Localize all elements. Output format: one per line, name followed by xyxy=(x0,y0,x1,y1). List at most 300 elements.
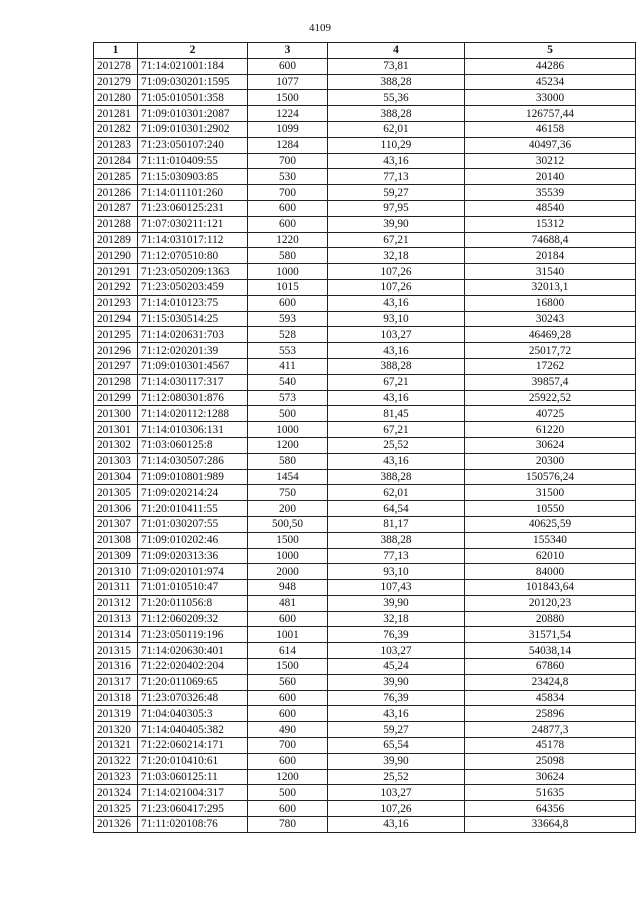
area-cell: 560 xyxy=(248,674,328,690)
table-row xyxy=(94,264,636,280)
row-id-cell: 201324 xyxy=(94,785,138,801)
table-row xyxy=(94,311,636,327)
value-cell: 40625,59 xyxy=(465,516,636,532)
row-id-cell: 201298 xyxy=(94,374,138,390)
cadastral-number-cell: 71:22:060214:171 xyxy=(138,738,248,754)
value-cell: 155340 xyxy=(465,532,636,548)
cadastral-number-cell: 71:23:050203:459 xyxy=(138,279,248,295)
area-cell: 600 xyxy=(248,706,328,722)
row-id-cell: 201290 xyxy=(94,248,138,264)
area-cell: 1077 xyxy=(248,74,328,90)
value-cell: 45234 xyxy=(465,74,636,90)
row-id-cell: 201315 xyxy=(94,643,138,659)
rate-cell: 43,16 xyxy=(328,817,465,833)
row-id-cell: 201288 xyxy=(94,216,138,232)
value-cell: 67860 xyxy=(465,659,636,675)
table-row xyxy=(94,390,636,406)
area-cell: 1224 xyxy=(248,106,328,122)
value-cell: 20184 xyxy=(465,248,636,264)
value-cell: 20880 xyxy=(465,611,636,627)
area-cell: 500 xyxy=(248,785,328,801)
row-id-cell: 201326 xyxy=(94,817,138,833)
area-cell: 600 xyxy=(248,753,328,769)
row-id-cell: 201317 xyxy=(94,674,138,690)
rate-cell: 81,17 xyxy=(328,516,465,532)
value-cell: 15312 xyxy=(465,216,636,232)
area-cell: 540 xyxy=(248,374,328,390)
table-row xyxy=(94,327,636,343)
cadastral-number-cell: 71:01:010510:47 xyxy=(138,580,248,596)
value-cell: 126757,44 xyxy=(465,106,636,122)
value-cell: 25896 xyxy=(465,706,636,722)
value-cell: 45834 xyxy=(465,690,636,706)
cadastral-number-cell: 71:14:020631:703 xyxy=(138,327,248,343)
rate-cell: 67,21 xyxy=(328,232,465,248)
rate-cell: 25,52 xyxy=(328,769,465,785)
rate-cell: 103,27 xyxy=(328,327,465,343)
rate-cell: 39,90 xyxy=(328,753,465,769)
row-id-cell: 201303 xyxy=(94,453,138,469)
value-cell: 40497,36 xyxy=(465,137,636,153)
row-id-cell: 201312 xyxy=(94,595,138,611)
table-row xyxy=(94,358,636,374)
rate-cell: 77,13 xyxy=(328,548,465,564)
cadastral-number-cell: 71:09:010301:4567 xyxy=(138,358,248,374)
cadastral-number-cell: 71:22:020402:204 xyxy=(138,659,248,675)
row-id-cell: 201282 xyxy=(94,121,138,137)
rate-cell: 388,28 xyxy=(328,106,465,122)
area-cell: 500,50 xyxy=(248,516,328,532)
value-cell: 48540 xyxy=(465,200,636,216)
rate-cell: 64,54 xyxy=(328,501,465,517)
area-cell: 1000 xyxy=(248,548,328,564)
column-header-5: 5 xyxy=(465,43,636,59)
area-cell: 1015 xyxy=(248,279,328,295)
value-cell: 44286 xyxy=(465,58,636,74)
column-header-4: 4 xyxy=(328,43,465,59)
area-cell: 1500 xyxy=(248,659,328,675)
table-row xyxy=(94,548,636,564)
cadastral-number-cell: 71:23:050119:196 xyxy=(138,627,248,643)
value-cell: 30243 xyxy=(465,311,636,327)
area-cell: 490 xyxy=(248,722,328,738)
area-cell: 600 xyxy=(248,801,328,817)
rate-cell: 77,13 xyxy=(328,169,465,185)
value-cell: 20120,23 xyxy=(465,595,636,611)
area-cell: 593 xyxy=(248,311,328,327)
rate-cell: 43,16 xyxy=(328,295,465,311)
cadastral-number-cell: 71:14:031017:112 xyxy=(138,232,248,248)
area-cell: 580 xyxy=(248,453,328,469)
value-cell: 40725 xyxy=(465,406,636,422)
table-row xyxy=(94,643,636,659)
value-cell: 10550 xyxy=(465,501,636,517)
area-cell: 600 xyxy=(248,58,328,74)
rate-cell: 55,36 xyxy=(328,90,465,106)
table-row xyxy=(94,706,636,722)
table-row xyxy=(94,564,636,580)
rate-cell: 76,39 xyxy=(328,690,465,706)
cadastral-number-cell: 71:23:060417:295 xyxy=(138,801,248,817)
table-row xyxy=(94,106,636,122)
table-row xyxy=(94,469,636,485)
table-row xyxy=(94,169,636,185)
table-row xyxy=(94,674,636,690)
cadastral-number-cell: 71:14:020630:401 xyxy=(138,643,248,659)
table-row xyxy=(94,532,636,548)
cadastral-number-cell: 71:03:060125:11 xyxy=(138,769,248,785)
value-cell: 46158 xyxy=(465,121,636,137)
cadastral-number-cell: 71:20:011069:65 xyxy=(138,674,248,690)
column-header-2: 2 xyxy=(138,43,248,59)
value-cell: 20300 xyxy=(465,453,636,469)
column-header-3: 3 xyxy=(248,43,328,59)
area-cell: 614 xyxy=(248,643,328,659)
rate-cell: 32,18 xyxy=(328,611,465,627)
value-cell: 30212 xyxy=(465,153,636,169)
value-cell: 33000 xyxy=(465,90,636,106)
row-id-cell: 201305 xyxy=(94,485,138,501)
area-cell: 481 xyxy=(248,595,328,611)
rate-cell: 103,27 xyxy=(328,643,465,659)
cadastral-number-cell: 71:09:020313:36 xyxy=(138,548,248,564)
table-row xyxy=(94,90,636,106)
rate-cell: 25,52 xyxy=(328,437,465,453)
table-row xyxy=(94,516,636,532)
cadastral-number-cell: 71:12:060209:32 xyxy=(138,611,248,627)
row-id-cell: 201306 xyxy=(94,501,138,517)
row-id-cell: 201299 xyxy=(94,390,138,406)
rate-cell: 45,24 xyxy=(328,659,465,675)
table-row xyxy=(94,137,636,153)
table-row xyxy=(94,279,636,295)
row-id-cell: 201284 xyxy=(94,153,138,169)
cadastral-number-cell: 71:14:021004:317 xyxy=(138,785,248,801)
data-table xyxy=(93,42,636,833)
row-id-cell: 201286 xyxy=(94,185,138,201)
cadastral-number-cell: 71:12:020201:39 xyxy=(138,343,248,359)
area-cell: 553 xyxy=(248,343,328,359)
cadastral-number-cell: 71:09:030201:1595 xyxy=(138,74,248,90)
row-id-cell: 201309 xyxy=(94,548,138,564)
table-row xyxy=(94,185,636,201)
row-id-cell: 201292 xyxy=(94,279,138,295)
cadastral-number-cell: 71:05:010501:358 xyxy=(138,90,248,106)
rate-cell: 107,26 xyxy=(328,279,465,295)
area-cell: 1099 xyxy=(248,121,328,137)
value-cell: 101843,64 xyxy=(465,580,636,596)
table-row xyxy=(94,627,636,643)
rate-cell: 43,16 xyxy=(328,706,465,722)
rate-cell: 43,16 xyxy=(328,453,465,469)
cadastral-number-cell: 71:14:040405:382 xyxy=(138,722,248,738)
table-row xyxy=(94,659,636,675)
area-cell: 700 xyxy=(248,185,328,201)
cadastral-number-cell: 71:15:030514:25 xyxy=(138,311,248,327)
cadastral-number-cell: 71:23:050209:1363 xyxy=(138,264,248,280)
rate-cell: 73,81 xyxy=(328,58,465,74)
cadastral-number-cell: 71:23:070326:48 xyxy=(138,690,248,706)
area-cell: 2000 xyxy=(248,564,328,580)
table-row xyxy=(94,485,636,501)
rate-cell: 43,16 xyxy=(328,390,465,406)
row-id-cell: 201283 xyxy=(94,137,138,153)
value-cell: 31540 xyxy=(465,264,636,280)
rate-cell: 59,27 xyxy=(328,185,465,201)
cadastral-number-cell: 71:23:060125:231 xyxy=(138,200,248,216)
cadastral-number-cell: 71:14:011101:260 xyxy=(138,185,248,201)
table-row xyxy=(94,437,636,453)
area-cell: 600 xyxy=(248,611,328,627)
table-row xyxy=(94,58,636,74)
value-cell: 61220 xyxy=(465,422,636,438)
cadastral-number-cell: 71:07:030211:121 xyxy=(138,216,248,232)
table-row xyxy=(94,595,636,611)
cadastral-number-cell: 71:04:040305:3 xyxy=(138,706,248,722)
rate-cell: 388,28 xyxy=(328,358,465,374)
cadastral-number-cell: 71:12:080301:876 xyxy=(138,390,248,406)
rate-cell: 39,90 xyxy=(328,216,465,232)
rate-cell: 67,21 xyxy=(328,422,465,438)
value-cell: 25098 xyxy=(465,753,636,769)
row-id-cell: 201287 xyxy=(94,200,138,216)
area-cell: 780 xyxy=(248,817,328,833)
cadastral-number-cell: 71:09:020101:974 xyxy=(138,564,248,580)
table-row xyxy=(94,374,636,390)
value-cell: 39857,4 xyxy=(465,374,636,390)
row-id-cell: 201297 xyxy=(94,358,138,374)
cadastral-number-cell: 71:11:020108:76 xyxy=(138,817,248,833)
cadastral-number-cell: 71:14:021001:184 xyxy=(138,58,248,74)
table-row xyxy=(94,785,636,801)
value-cell: 84000 xyxy=(465,564,636,580)
value-cell: 30624 xyxy=(465,437,636,453)
row-id-cell: 201319 xyxy=(94,706,138,722)
table-row xyxy=(94,453,636,469)
cadastral-number-cell: 71:09:010202:46 xyxy=(138,532,248,548)
row-id-cell: 201308 xyxy=(94,532,138,548)
value-cell: 17262 xyxy=(465,358,636,374)
rate-cell: 107,26 xyxy=(328,264,465,280)
row-id-cell: 201320 xyxy=(94,722,138,738)
area-cell: 700 xyxy=(248,738,328,754)
table-row xyxy=(94,216,636,232)
value-cell: 64356 xyxy=(465,801,636,817)
row-id-cell: 201322 xyxy=(94,753,138,769)
rate-cell: 388,28 xyxy=(328,532,465,548)
rate-cell: 103,27 xyxy=(328,785,465,801)
rate-cell: 59,27 xyxy=(328,722,465,738)
rate-cell: 81,45 xyxy=(328,406,465,422)
table-row xyxy=(94,738,636,754)
header-row xyxy=(94,43,636,59)
area-cell: 1000 xyxy=(248,264,328,280)
table-row xyxy=(94,611,636,627)
rate-cell: 93,10 xyxy=(328,564,465,580)
table-body xyxy=(94,58,636,832)
value-cell: 54038,14 xyxy=(465,643,636,659)
row-id-cell: 201281 xyxy=(94,106,138,122)
rate-cell: 388,28 xyxy=(328,469,465,485)
cadastral-number-cell: 71:14:030117:317 xyxy=(138,374,248,390)
table-row xyxy=(94,753,636,769)
column-header-1: 1 xyxy=(94,43,138,59)
value-cell: 25922,52 xyxy=(465,390,636,406)
value-cell: 33664,8 xyxy=(465,817,636,833)
rate-cell: 107,43 xyxy=(328,580,465,596)
value-cell: 74688,4 xyxy=(465,232,636,248)
row-id-cell: 201325 xyxy=(94,801,138,817)
rate-cell: 65,54 xyxy=(328,738,465,754)
table-row xyxy=(94,200,636,216)
area-cell: 1220 xyxy=(248,232,328,248)
rate-cell: 93,10 xyxy=(328,311,465,327)
table-row xyxy=(94,74,636,90)
value-cell: 32013,1 xyxy=(465,279,636,295)
cadastral-number-cell: 71:09:010301:2087 xyxy=(138,106,248,122)
table-row xyxy=(94,501,636,517)
row-id-cell: 201323 xyxy=(94,769,138,785)
table-row xyxy=(94,232,636,248)
row-id-cell: 201300 xyxy=(94,406,138,422)
row-id-cell: 201294 xyxy=(94,311,138,327)
rate-cell: 76,39 xyxy=(328,627,465,643)
area-cell: 1284 xyxy=(248,137,328,153)
value-cell: 23424,8 xyxy=(465,674,636,690)
cadastral-number-cell: 71:12:070510:80 xyxy=(138,248,248,264)
cadastral-number-cell: 71:23:050107:240 xyxy=(138,137,248,153)
cadastral-number-cell: 71:01:030207:55 xyxy=(138,516,248,532)
cadastral-number-cell: 71:09:010801:989 xyxy=(138,469,248,485)
table-row xyxy=(94,690,636,706)
area-cell: 1500 xyxy=(248,532,328,548)
cadastral-number-cell: 71:20:010411:55 xyxy=(138,501,248,517)
value-cell: 35539 xyxy=(465,185,636,201)
table-row xyxy=(94,769,636,785)
cadastral-number-cell: 71:03:060125:8 xyxy=(138,437,248,453)
row-id-cell: 201291 xyxy=(94,264,138,280)
cadastral-number-cell: 71:11:010409:55 xyxy=(138,153,248,169)
row-id-cell: 201316 xyxy=(94,659,138,675)
cadastral-number-cell: 71:20:010410:61 xyxy=(138,753,248,769)
area-cell: 600 xyxy=(248,295,328,311)
row-id-cell: 201314 xyxy=(94,627,138,643)
table-row xyxy=(94,121,636,137)
area-cell: 600 xyxy=(248,200,328,216)
rate-cell: 62,01 xyxy=(328,121,465,137)
rate-cell: 62,01 xyxy=(328,485,465,501)
value-cell: 31500 xyxy=(465,485,636,501)
rate-cell: 97,95 xyxy=(328,200,465,216)
rate-cell: 107,26 xyxy=(328,801,465,817)
table-row xyxy=(94,722,636,738)
cadastral-number-cell: 71:20:011056:8 xyxy=(138,595,248,611)
rate-cell: 32,18 xyxy=(328,248,465,264)
rate-cell: 39,90 xyxy=(328,674,465,690)
table-row xyxy=(94,295,636,311)
row-id-cell: 201318 xyxy=(94,690,138,706)
value-cell: 30624 xyxy=(465,769,636,785)
area-cell: 500 xyxy=(248,406,328,422)
area-cell: 573 xyxy=(248,390,328,406)
rate-cell: 388,28 xyxy=(328,74,465,90)
row-id-cell: 201304 xyxy=(94,469,138,485)
value-cell: 16800 xyxy=(465,295,636,311)
area-cell: 411 xyxy=(248,358,328,374)
area-cell: 530 xyxy=(248,169,328,185)
table-row xyxy=(94,580,636,596)
row-id-cell: 201280 xyxy=(94,90,138,106)
row-id-cell: 201310 xyxy=(94,564,138,580)
cadastral-number-cell: 71:14:010123:75 xyxy=(138,295,248,311)
value-cell: 31571,54 xyxy=(465,627,636,643)
area-cell: 1000 xyxy=(248,422,328,438)
cadastral-number-cell: 71:09:020214:24 xyxy=(138,485,248,501)
rate-cell: 110,29 xyxy=(328,137,465,153)
area-cell: 200 xyxy=(248,501,328,517)
rate-cell: 67,21 xyxy=(328,374,465,390)
row-id-cell: 201321 xyxy=(94,738,138,754)
row-id-cell: 201307 xyxy=(94,516,138,532)
table-row xyxy=(94,817,636,833)
value-cell: 25017,72 xyxy=(465,343,636,359)
row-id-cell: 201295 xyxy=(94,327,138,343)
area-cell: 580 xyxy=(248,248,328,264)
value-cell: 24877,3 xyxy=(465,722,636,738)
page-number: 4109 xyxy=(309,22,331,34)
area-cell: 750 xyxy=(248,485,328,501)
table-row xyxy=(94,801,636,817)
value-cell: 46469,28 xyxy=(465,327,636,343)
area-cell: 1200 xyxy=(248,769,328,785)
row-id-cell: 201279 xyxy=(94,74,138,90)
area-cell: 600 xyxy=(248,216,328,232)
area-cell: 1200 xyxy=(248,437,328,453)
row-id-cell: 201293 xyxy=(94,295,138,311)
row-id-cell: 201296 xyxy=(94,343,138,359)
rate-cell: 39,90 xyxy=(328,595,465,611)
cadastral-number-cell: 71:15:030903:85 xyxy=(138,169,248,185)
area-cell: 528 xyxy=(248,327,328,343)
table-row xyxy=(94,248,636,264)
cadastral-number-cell: 71:14:020112:1288 xyxy=(138,406,248,422)
row-id-cell: 201311 xyxy=(94,580,138,596)
table-row xyxy=(94,343,636,359)
row-id-cell: 201313 xyxy=(94,611,138,627)
value-cell: 20140 xyxy=(465,169,636,185)
row-id-cell: 201278 xyxy=(94,58,138,74)
cadastral-number-cell: 71:14:010306:131 xyxy=(138,422,248,438)
value-cell: 150576,24 xyxy=(465,469,636,485)
area-cell: 1454 xyxy=(248,469,328,485)
area-cell: 948 xyxy=(248,580,328,596)
rate-cell: 43,16 xyxy=(328,343,465,359)
row-id-cell: 201289 xyxy=(94,232,138,248)
cadastral-number-cell: 71:09:010301:2902 xyxy=(138,121,248,137)
area-cell: 600 xyxy=(248,690,328,706)
value-cell: 62010 xyxy=(465,548,636,564)
area-cell: 1500 xyxy=(248,90,328,106)
row-id-cell: 201302 xyxy=(94,437,138,453)
area-cell: 700 xyxy=(248,153,328,169)
value-cell: 45178 xyxy=(465,738,636,754)
value-cell: 51635 xyxy=(465,785,636,801)
row-id-cell: 201301 xyxy=(94,422,138,438)
table-row xyxy=(94,406,636,422)
table-row xyxy=(94,153,636,169)
rate-cell: 43,16 xyxy=(328,153,465,169)
row-id-cell: 201285 xyxy=(94,169,138,185)
